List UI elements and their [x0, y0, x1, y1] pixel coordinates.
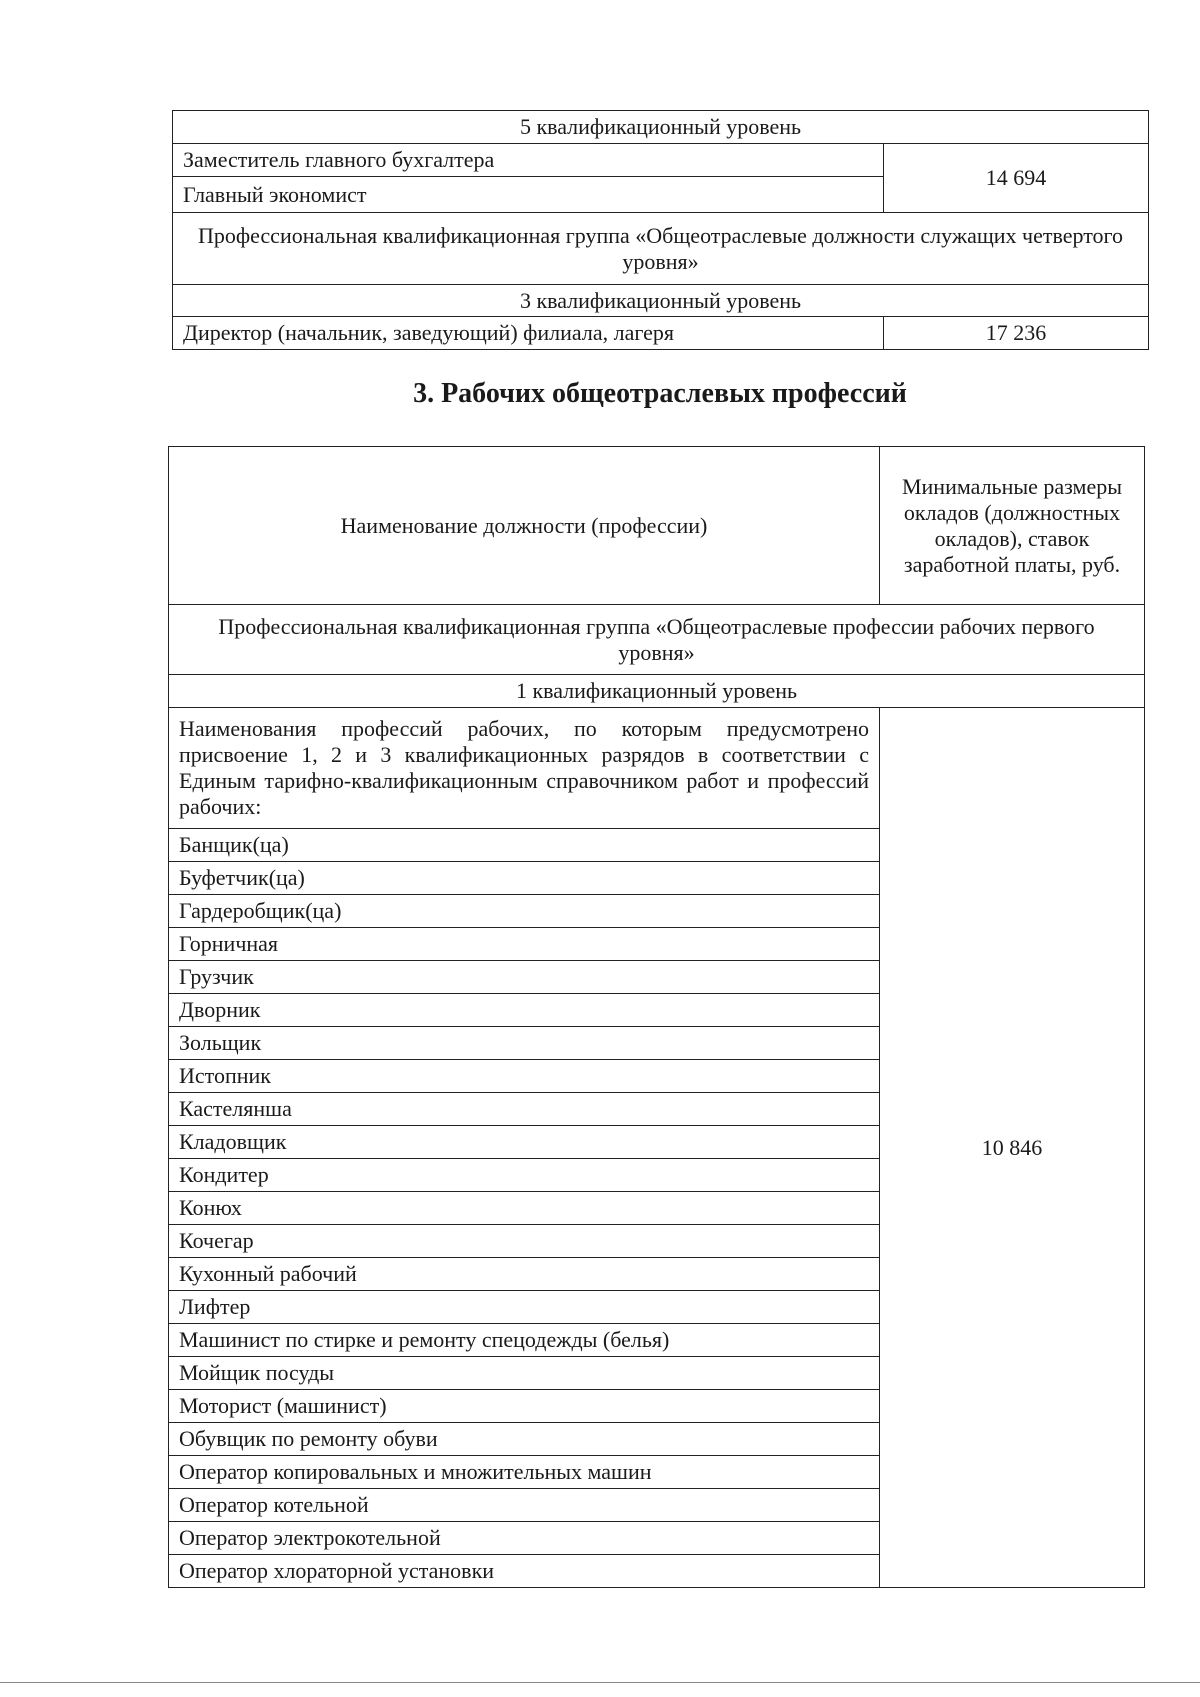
profession-name: Зольщик	[169, 1027, 880, 1060]
profession-name: Горничная	[169, 928, 880, 961]
table-header-row	[169, 447, 1145, 605]
column-header-position: Наименование должности (профессии)	[169, 447, 880, 605]
section-title: 3. Рабочих общеотраслевых профессий	[413, 378, 907, 409]
profession-name: Машинист по стирке и ремонту спецодежды (белья)	[169, 1324, 880, 1357]
qualification-level-3: 3 квалификационный уровень	[173, 285, 1149, 317]
profession-name: Дворник	[169, 994, 880, 1027]
salary-level-5: 14 694	[884, 144, 1149, 213]
page-bottom-rule	[0, 1682, 1200, 1683]
table-row	[169, 605, 1145, 675]
profession-name: Кондитер	[169, 1159, 880, 1192]
profession-name: Обувщик по ремонту обуви	[169, 1423, 880, 1456]
salary-level-1: 10 846	[880, 708, 1145, 1588]
profession-name: Кладовщик	[169, 1126, 880, 1159]
profession-name: Кочегар	[169, 1225, 880, 1258]
position-chief-economist: Главный экономист	[173, 177, 884, 213]
profession-name: Мойщик посуды	[169, 1357, 880, 1390]
profession-name: Банщик(ца)	[169, 829, 880, 862]
table-row	[169, 675, 1145, 708]
table-row	[173, 285, 1149, 317]
profession-name: Моторист (машинист)	[169, 1390, 880, 1423]
profession-name: Лифтер	[169, 1291, 880, 1324]
profession-name: Оператор котельной	[169, 1489, 880, 1522]
table-row	[173, 317, 1149, 350]
profession-name: Кухонный рабочий	[169, 1258, 880, 1291]
salary-table-top	[172, 110, 1149, 350]
qualification-group-fourth-level: Профессиональная квалификационная группа «Общеотраслевые должности служащих четвертого уровня»	[173, 213, 1149, 285]
table-row	[173, 213, 1149, 285]
profession-name: Оператор хлораторной установки	[169, 1555, 880, 1588]
profession-name: Кастелянша	[169, 1093, 880, 1126]
profession-name: Гардеробщик(ца)	[169, 895, 880, 928]
table-row	[173, 111, 1149, 144]
profession-name: Буфетчик(ца)	[169, 862, 880, 895]
profession-name: Истопник	[169, 1060, 880, 1093]
salary-branch-director: 17 236	[884, 317, 1149, 350]
table-row	[169, 708, 1145, 829]
profession-name: Оператор электрокотельной	[169, 1522, 880, 1555]
profession-name: Грузчик	[169, 961, 880, 994]
table-row	[173, 144, 1149, 177]
salary-table-workers	[168, 446, 1145, 1588]
profession-name: Оператор копировальных и множительных машин	[169, 1456, 880, 1489]
column-header-salary: Минимальные размеры окладов (должностных окладов), ставок заработной платы, руб.	[880, 447, 1145, 605]
profession-name: Конюх	[169, 1192, 880, 1225]
qualification-group-first-level: Профессиональная квалификационная группа «Общеотраслевые профессии рабочих первого уровня»	[169, 605, 1145, 675]
qualification-level-5: 5 квалификационный уровень	[173, 111, 1149, 144]
position-branch-director: Директор (начальник, заведующий) филиала, лагеря	[173, 317, 884, 350]
qualification-level-1: 1 квалификационный уровень	[169, 675, 1145, 708]
professions-intro: Наименования профессий рабочих, по которым предусмотрено присвоение 1, 2 и 3 квалификационных разрядов в соответствии с Единым тарифно-квалификационным справочником работ и профессий рабочих:	[169, 708, 880, 829]
position-deputy-chief-accountant: Заместитель главного бухгалтера	[173, 144, 884, 177]
